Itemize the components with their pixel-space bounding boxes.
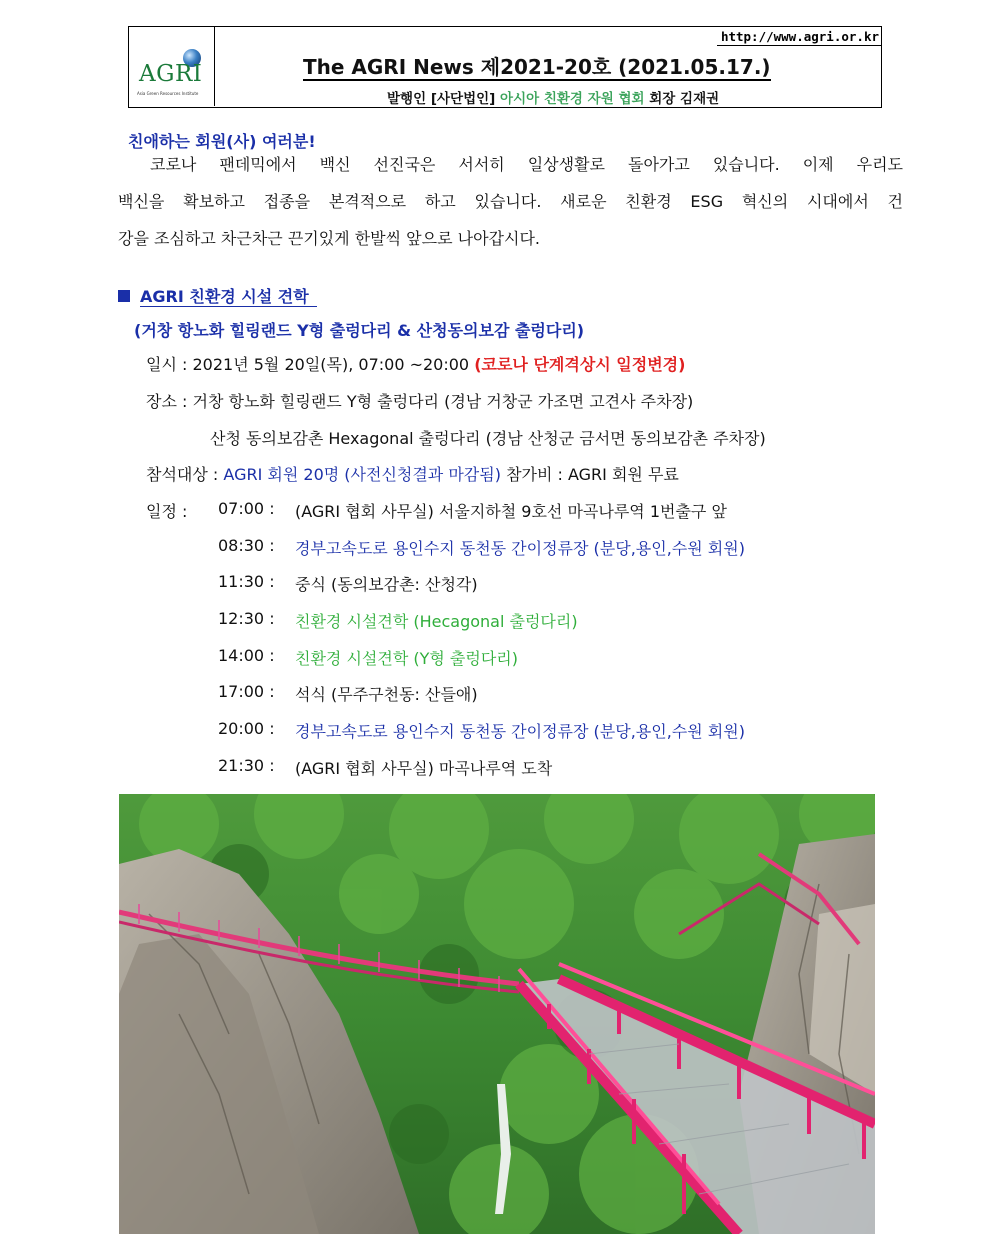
logo-cell [129, 27, 215, 106]
date-note: (코로나 단계격상시 일정변경) [474, 355, 686, 374]
schedule-desc: 석식 (무주구천동: 산들애) [295, 685, 478, 704]
date-value: 2021년 5월 20일(목), 07:00 ~20:00 [192, 355, 470, 374]
schedule-desc: (AGRI 협회 사무실) 서울지하철 9호선 마곡나루역 1번출구 앞 [295, 502, 727, 521]
attendee-label: 참석대상 : [146, 465, 219, 484]
schedule-desc: 친환경 시설견학 (Hecagonal 출렁다리) [295, 612, 578, 631]
schedule-desc: 친환경 시설견학 (Y형 출렁다리) [295, 649, 518, 668]
date-label: 일시 : [146, 355, 188, 374]
attendee-value: AGRI 회원 20명 (사전신청결과 마감됨) [223, 465, 501, 484]
place-1: 거창 항노화 힐링랜드 Y형 출렁다리 (경남 거창군 가조면 고견사 주차장) [192, 392, 694, 411]
schedule-desc: (AGRI 협회 사무실) 마곡나루역 도착 [295, 759, 553, 778]
intro-line-2: 백신을 확보하고 접종을 본격적으로 하고 있습니다. 새로운 친환경 ESG 혁신의 시대에서 건 [118, 192, 903, 211]
publisher-suffix: 회장 김재권 [649, 91, 720, 107]
section-subtitle: (거창 항노화 힐링랜드 Y형 출렁다리 & 산청동의보감 출렁다리) [134, 321, 585, 340]
schedule-time: 12:30 : [218, 609, 275, 628]
schedule-time: 08:30 : [218, 536, 275, 555]
schedule-time: 07:00 : [218, 499, 275, 518]
section-heading: AGRI 친환경 시설 견학 [118, 284, 317, 307]
place-row [146, 389, 693, 412]
schedule-time: 21:30 : [218, 756, 275, 775]
square-bullet-icon [118, 290, 130, 302]
intro-line-3: 강을 조심하고 차근차근 끈기있게 한발씩 앞으로 나아갑시다. [118, 229, 541, 248]
schedule-time: 14:00 : [218, 646, 275, 665]
schedule-desc: 중식 (동의보감촌: 산청각) [295, 575, 478, 594]
schedule-desc: 경부고속도로 용인수지 동천동 간이정류장 (분당,용인,수원 회원) [295, 539, 745, 558]
place-2: 산청 동의보감촌 Hexagonal 출렁다리 (경남 산청군 금서면 동의보감촌 주차장) [210, 429, 766, 448]
greeting: 친애하는 회원(사) 여러분! [128, 132, 316, 151]
logo-subtitle: Asia Green Resources Institute [137, 91, 199, 96]
schedule-label: 일정 : [146, 502, 188, 521]
date-row [146, 352, 685, 375]
newsletter-header [128, 26, 882, 108]
intro-line-1: 코로나 팬데믹에서 백신 선진국은 서서히 일상생활로 돌아가고 있습니다. 이제 우리도 [150, 155, 903, 174]
website-link[interactable]: http://www.agri.or.kr [717, 29, 881, 46]
schedule-desc: 경부고속도로 용인수지 동천동 간이정류장 (분당,용인,수원 회원) [295, 722, 745, 741]
schedule-time: 17:00 : [218, 682, 275, 701]
newsletter-title: The AGRI News 제2021-20호 (2021.05.17.) [303, 55, 771, 79]
publisher-prefix: 발행인 [사단법인] [387, 91, 496, 107]
attendee-row [146, 462, 679, 485]
publisher-org: 아시아 친환경 자원 협회 [500, 91, 645, 107]
schedule-time: 11:30 : [218, 572, 275, 591]
schedule-time: 20:00 : [218, 719, 275, 738]
place-label: 장소 : [146, 392, 188, 411]
bridge-photo [119, 794, 875, 1234]
agri-logo: AGRI [139, 61, 203, 87]
fee: 참가비 : AGRI 회원 무료 [506, 465, 679, 484]
publisher-line [387, 87, 719, 107]
